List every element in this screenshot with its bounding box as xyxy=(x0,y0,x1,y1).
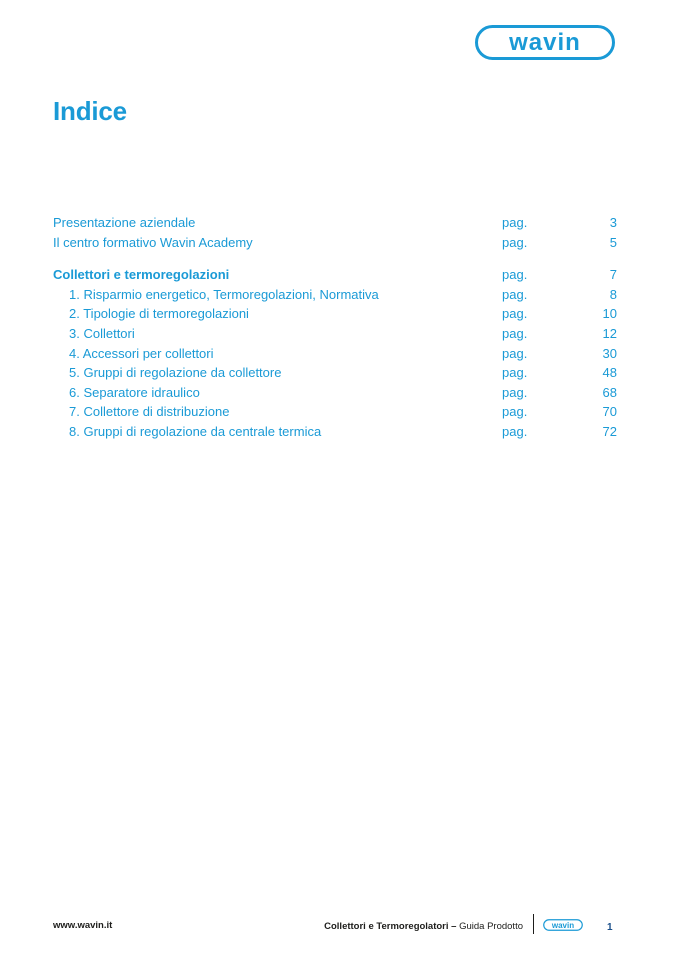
toc-entry-5[interactable] xyxy=(53,363,617,383)
page-number: 1 xyxy=(607,922,613,933)
toc-entry-label: Il centro formativo Wavin Academy xyxy=(53,234,253,250)
toc-entry-label: 6. Separatore idraulico xyxy=(69,384,200,400)
toc-entry-7[interactable] xyxy=(53,402,617,422)
toc-entry-pag: pag. xyxy=(502,345,528,361)
toc-entry-page: 72 xyxy=(602,423,617,439)
wavin-logo xyxy=(475,25,615,60)
toc-entry-pag: pag. xyxy=(502,404,528,420)
footer-document-title xyxy=(324,921,523,932)
toc-entry-1[interactable] xyxy=(53,285,617,305)
toc-entry-pag: pag. xyxy=(502,365,528,381)
table-of-contents xyxy=(53,213,617,442)
toc-entry-label: 4. Accessori per collettori xyxy=(69,345,214,361)
toc-entry-page: 70 xyxy=(602,404,617,420)
toc-entry-page: 12 xyxy=(602,325,617,341)
toc-entry-presentazione[interactable] xyxy=(53,213,617,233)
toc-entry-page: 8 xyxy=(609,286,617,302)
toc-entry-label: 7. Collettore di distribuzione xyxy=(69,404,230,420)
svg-text:wavin: wavin xyxy=(509,29,581,56)
toc-entry-page: 7 xyxy=(609,267,617,283)
toc-entry-6[interactable] xyxy=(53,383,617,403)
toc-entry-page: 48 xyxy=(602,365,617,381)
toc-entry-pag: pag. xyxy=(502,267,528,283)
toc-entry-label: 1. Risparmio energetico, Termoregolazioni, Normativa xyxy=(69,286,379,302)
toc-entry-label: 8. Gruppi di regolazione da centrale termica xyxy=(69,423,322,439)
footer-title-rest: Guida Prodotto xyxy=(456,921,523,932)
toc-entry-pag: pag. xyxy=(502,215,528,230)
toc-entry-label: Presentazione aziendale xyxy=(53,215,196,230)
footer-url[interactable]: www.wavin.it xyxy=(53,920,113,931)
toc-entry-pag: pag. xyxy=(502,384,528,400)
svg-text:wavin: wavin xyxy=(551,921,575,930)
toc-entry-page: 30 xyxy=(602,345,617,361)
toc-entry-label: 3. Collettori xyxy=(69,325,135,341)
toc-entry-page: 68 xyxy=(602,384,617,400)
toc-entry-pag: pag. xyxy=(502,306,528,322)
page-title: Indice xyxy=(53,96,127,126)
footer-title-bold: Collettori e Termoregolatori – xyxy=(324,921,457,932)
toc-entry-label: 2. Tipologie di termoregolazioni xyxy=(69,306,249,322)
toc-entry-page: 3 xyxy=(609,215,617,230)
toc-entry-8[interactable] xyxy=(53,422,617,442)
toc-entry-4[interactable] xyxy=(53,344,617,364)
toc-entry-page: 5 xyxy=(609,234,617,250)
toc-entry-pag: pag. xyxy=(502,234,528,250)
toc-entry-pag: pag. xyxy=(502,423,528,439)
toc-entry-2[interactable] xyxy=(53,304,617,324)
toc-entry-3[interactable] xyxy=(53,324,617,344)
toc-entry-page: 10 xyxy=(602,306,617,322)
footer-divider xyxy=(533,914,534,934)
toc-section-collettori[interactable] xyxy=(53,265,617,285)
toc-entry-pag: pag. xyxy=(502,286,528,302)
toc-section-label: Collettori e termoregolazioni xyxy=(53,267,230,283)
toc-entry-pag: pag. xyxy=(502,325,528,341)
toc-entry-label: 5. Gruppi di regolazione da collettore xyxy=(69,365,282,381)
toc-entry-academy[interactable] xyxy=(53,233,617,253)
footer-wavin-logo xyxy=(543,919,583,931)
